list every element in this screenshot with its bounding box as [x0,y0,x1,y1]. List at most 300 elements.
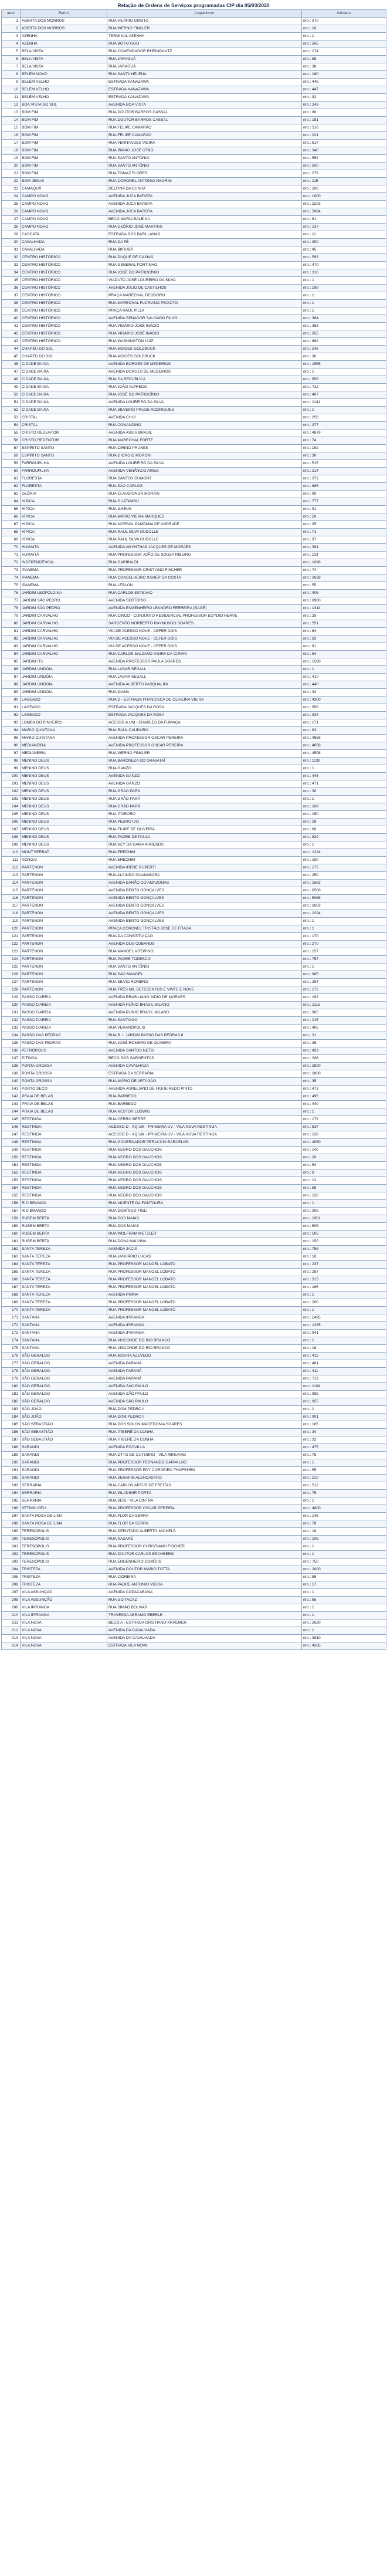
cell-item: 138 [2,1063,21,1070]
cell-numero: nro.: 471 [302,780,386,788]
table-row [2,414,386,422]
table-row [2,628,386,635]
table-row [2,918,386,925]
cell-item: 59 [2,460,21,468]
cell-bairro: RESTINGA [21,1154,107,1162]
cell-item: 103 [2,796,21,803]
cell-logradouro: RUA DOM PEDRO II [107,1406,302,1414]
cell-numero: nro.: 685 [302,483,386,491]
cell-item: 140 [2,1078,21,1086]
cell-item: 183 [2,1406,21,1414]
cell-bairro: PRAIA DE BELAS [21,1108,107,1116]
cell-bairro: HUMAITÁ [21,552,107,559]
table-row [2,1429,386,1436]
cell-bairro: RESTINGA [21,1192,107,1200]
table-row [2,697,386,704]
table-row [2,895,386,902]
cell-logradouro: RUA PADRE TODESCO [107,956,302,964]
table-row [2,1093,386,1101]
table-row [2,1063,386,1070]
cell-numero: nro.: 5894 [302,208,386,216]
cell-item: 137 [2,1055,21,1063]
table-row [2,1215,386,1223]
table-row [2,1284,386,1292]
cell-numero: nro.: 192 [302,994,386,1002]
cell-numero: nro.: 429 [302,1047,386,1055]
cell-bairro: HÍPICA [21,498,107,506]
cell-numero: nro.: 66 [302,826,386,834]
table-row [2,727,386,735]
cell-bairro: PASSO DAS PEDRAS [21,1032,107,1040]
cell-logradouro: RUA NAZARÉ [107,1536,302,1543]
cell-bairro: JARDIM CARVALHO [21,620,107,628]
cell-bairro: SARANDI [21,1459,107,1467]
table-row [2,277,386,285]
cell-bairro: MONT'SERRAT [21,849,107,857]
table-row [2,803,386,811]
cell-numero: nro.: 440 [302,1101,386,1108]
cell-numero: nro.: 2628 [302,574,386,582]
cell-logradouro: RUA DA CONSTITUIÇÃO [107,933,302,941]
cell-logradouro: RUA WLADIMIR PORTO [107,1490,302,1497]
table-row [2,1444,386,1452]
cell-bairro: RIO BRANCO [21,1208,107,1215]
cell-bairro: SANTA TEREZA [21,1246,107,1253]
table-row [2,1124,386,1131]
table-row [2,1513,386,1520]
cell-bairro: MENINO DEUS [21,826,107,834]
cell-bairro: TERESÓPOLIS [21,1559,107,1566]
cell-item: 185 [2,1421,21,1429]
table-row [2,788,386,796]
table-row [2,872,386,880]
cell-bairro: VILA IPIRANGA [21,1612,107,1620]
table-row [2,1635,386,1642]
cell-bairro: CAMPO NOVO [21,201,107,208]
cell-bairro: MARIO QUINTANA [21,735,107,742]
table-row [2,1559,386,1566]
table-row [2,544,386,552]
table-row [2,1017,386,1025]
cell-logradouro: RUA PROFESSOR CHRISTIANO FISCHER [107,1543,302,1551]
table-row [2,323,386,330]
cell-item: 146 [2,1124,21,1131]
table-row [2,1391,386,1398]
cell-item: 15 [2,124,21,132]
cell-item: 147 [2,1131,21,1139]
table-row [2,79,386,86]
cell-numero: nro.: 965 [302,971,386,979]
cell-numero: nro.: 97 [302,536,386,544]
table-row [2,1642,386,1650]
cell-bairro: PARTENON [21,925,107,933]
cell-numero: nro.: 30 [302,788,386,796]
table-row [2,1314,386,1322]
cell-logradouro: RUA DOM PEDRO II [107,1414,302,1421]
table-row [2,1497,386,1505]
cell-logradouro: PRAÇA CORONEL TRISTÃO JOSÉ DE FRAGA [107,925,302,933]
cell-numero: nro.: 1 [302,1200,386,1208]
cell-logradouro: RUA GARIBALDI [107,559,302,567]
cell-numero: nro.: 445 [302,773,386,780]
cell-item: 92 [2,712,21,719]
cell-logradouro: RUA CLAUDIONOR MORAIS [107,491,302,498]
cell-numero: nro.: 145 [302,1513,386,1520]
cell-numero: nro.: 1 [302,925,386,933]
cell-item: 83 [2,643,21,651]
cell-bairro: SARANDI [21,1444,107,1452]
cell-item: 139 [2,1070,21,1078]
cell-logradouro: RUA WASHINGTON LUIZ [107,338,302,346]
cell-item: 130 [2,1002,21,1009]
cell-numero: nro.: 512 [302,1482,386,1490]
cell-item: 159 [2,1223,21,1230]
table-row [2,613,386,620]
cell-logradouro: RUA DA REPÚBLICA [107,376,302,384]
cell-logradouro: AVENIDA ECOVILLA [107,1444,302,1452]
cell-bairro: ESPÍRITO SANTO [21,452,107,460]
cell-bairro: MENINO DEUS [21,841,107,849]
cell-logradouro: RUA ITIBERÊ DA CUNHA [107,1429,302,1436]
cell-item: 210 [2,1612,21,1620]
cell-logradouro: RUA NEGRO DOS GAUCHOS [107,1147,302,1154]
table-row [2,819,386,826]
table-row [2,391,386,399]
cell-bairro: SARANDI [21,1452,107,1459]
cell-logradouro: AVENIDA IPIRANGA [107,1314,302,1322]
cell-bairro: PASSO DAS PEDRAS [21,1040,107,1047]
cell-item: 123 [2,948,21,956]
table-row [2,742,386,750]
cell-numero: nro.: 1 [302,765,386,773]
cell-item: 69 [2,536,21,544]
cell-bairro: CRISTO REDENTOR [21,437,107,445]
cell-bairro: PARTENON [21,918,107,925]
table-row [2,605,386,613]
cell-logradouro: RUA DOUTOR BARROS CASSAL [107,109,302,117]
table-row [2,338,386,346]
cell-bairro: VILA NOVA [21,1635,107,1642]
cell-numero: nro.: 340 [302,147,386,155]
cell-logradouro: TRAVESSA ABRAMO EBERLE [107,1612,302,1620]
cell-item: 154 [2,1185,21,1192]
cell-item: 10 [2,86,21,94]
cell-item: 34 [2,269,21,277]
cell-bairro: SÃO GERALDO [21,1391,107,1398]
cell-item: 203 [2,1559,21,1566]
cell-item: 113 [2,872,21,880]
cell-logradouro: RUA B. I. JARDIM PASSO DAS PEDRAS II [107,1032,302,1040]
cell-numero: nro.: 192 [302,445,386,452]
cell-bairro: CAMPO NOVO [21,208,107,216]
table-row [2,513,386,521]
cell-item: 124 [2,956,21,964]
cell-bairro: CIDADE BAIXA [21,407,107,414]
cell-item: 106 [2,819,21,826]
cell-bairro: CIDADE BAIXA [21,384,107,391]
table-row [2,361,386,369]
cell-item: 153 [2,1177,21,1185]
cell-numero: nro.: 713 [302,1375,386,1383]
cell-numero: nro.: 150 [302,1238,386,1246]
cell-logradouro: AVENIDA PLÍNIO BRASIL MILANO [107,1009,302,1017]
cell-item: 163 [2,1253,21,1261]
service-orders-table [1,9,386,1650]
cell-numero: nro.: 250 [302,872,386,880]
cell-item: 13 [2,109,21,117]
cell-logradouro: RUA DEPUTADO ALBERTO MICHELS [107,1528,302,1536]
cell-numero: nro.: 74 [302,567,386,574]
cell-numero: nro.: 901 [302,1414,386,1421]
cell-logradouro: RUA PROFESSOR CRISTIANO FISCHER [107,567,302,574]
cell-bairro: PRAIA DE BELAS [21,1101,107,1108]
cell-numero: nro.: 470 [302,262,386,269]
cell-bairro: FLORESTA [21,483,107,491]
table-row [2,285,386,292]
cell-item: 50 [2,391,21,399]
cell-bairro: PARTENON [21,986,107,994]
cell-item: 126 [2,971,21,979]
table-row [2,857,386,864]
cell-item: 104 [2,803,21,811]
cell-numero: nro.: 1 [302,1108,386,1116]
cell-bairro: HÍPICA [21,506,107,513]
table-row [2,1261,386,1269]
cell-logradouro: RUA BOTAFOGO [107,40,302,48]
cell-logradouro: AVENIDA JUCA BATISTA [107,208,302,216]
cell-bairro: PASSO D'AREIA [21,1009,107,1017]
table-row [2,262,386,269]
cell-logradouro: RUA DONA MALVINA [107,1238,302,1246]
cell-bairro: JARDIM CARVALHO [21,651,107,658]
cell-bairro: PARTENON [21,880,107,887]
cell-logradouro: ESTRADA KANAZAWA [107,94,302,102]
cell-logradouro: AVENIDA BENTO GONÇALVES [107,910,302,918]
cell-logradouro: RUA OTTO DE OUTUBRO - VILA MINUANO [107,1452,302,1459]
cell-logradouro: ESTRADA VILA NOVA [107,1642,302,1650]
cell-item: 188 [2,1444,21,1452]
cell-item: 168 [2,1292,21,1299]
table-row [2,719,386,727]
cell-bairro: BOM FIM [21,132,107,140]
cell-logradouro: RUA COMENDADOR RHEINGANTZ [107,48,302,56]
cell-bairro: HÍPICA [21,521,107,529]
cell-item: 98 [2,758,21,765]
table-row [2,170,386,178]
cell-item: 3 [2,33,21,40]
cell-item: 60 [2,468,21,475]
cell-numero: nro.: 71 [302,529,386,536]
cell-bairro: RESTINGA [21,1147,107,1154]
cell-logradouro: RUA FERNANDES VIEIRA [107,140,302,147]
cell-numero: nro.: 12 [302,1177,386,1185]
cell-numero: nro.: 4050 [302,1139,386,1147]
cell-numero: nro.: 115 [302,178,386,185]
cell-logradouro: RUA PROFESSOR MANOEL LOBATO [107,1261,302,1269]
cell-numero: nro.: 138 [302,1131,386,1139]
table-row [2,1116,386,1124]
cell-item: 96 [2,742,21,750]
cell-logradouro: AVENIDA IPIRANGA [107,1322,302,1330]
table-row [2,1383,386,1391]
cell-logradouro: RUA SIMÃO BOLIVAR [107,1604,302,1612]
cell-numero: nro.: 17 [302,1581,386,1589]
cell-bairro: PARTENON [21,979,107,986]
cell-numero: nro.: 467 [302,391,386,399]
cell-logradouro: RUA PROFESSOR FERNANDO CARVALHO [107,1459,302,1467]
cell-bairro: BELA VISTA [21,56,107,63]
cell-item: 160 [2,1230,21,1238]
table-row [2,1192,386,1200]
cell-logradouro: SARGENTO NORBERTO RAYMUNDO SOARES [107,620,302,628]
cell-item: 22 [2,178,21,185]
table-row [2,758,386,765]
cell-logradouro: RUA DOS MAIAS [107,1223,302,1230]
cell-bairro: CAMPO NOVO [21,224,107,231]
cell-item: 108 [2,834,21,841]
cell-numero: nro.: 3810 [302,1635,386,1642]
table-row [2,1574,386,1581]
cell-item: 58 [2,452,21,460]
cell-bairro: VILA ASSUNÇÃO [21,1597,107,1604]
cell-item: 30 [2,239,21,246]
cell-numero: nro.: 105 [302,1536,386,1543]
cell-bairro: RESTINGA [21,1177,107,1185]
cell-numero: nro.: 210 [302,1475,386,1482]
cell-numero: nro.: 75 [302,1452,386,1459]
table-header [2,10,386,18]
cell-bairro: CENTRO HISTÓRICO [21,285,107,292]
cell-item: 82 [2,635,21,643]
cell-bairro: VILA NOVA [21,1627,107,1635]
cell-logradouro: RUA NEY DA GAMA AHRENDS [107,841,302,849]
cell-numero: nro.: 198 [302,285,386,292]
cell-item: 151 [2,1162,21,1169]
cell-numero: nro.: 411 [302,1368,386,1375]
cell-logradouro: RUA GRÃO PARÁ [107,788,302,796]
cell-logradouro: RUA VICENTE DA FONTOURA [107,1200,302,1208]
cell-item: 186 [2,1429,21,1436]
table-row [2,1421,386,1429]
table-row [2,1475,386,1482]
cell-numero: nro.: 2203 [302,201,386,208]
cell-bairro: ABERTA DOS MORROS [21,18,107,25]
cell-logradouro: RUA MOISES GOLDBUCK [107,346,302,353]
cell-item: 131 [2,1009,21,1017]
cell-logradouro: RUA NEGRO DOS GAUCHOS [107,1192,302,1200]
cell-numero: nro.: 8 [302,1169,386,1177]
table-row [2,1131,386,1139]
cell-item: 211 [2,1620,21,1627]
table-row [2,231,386,239]
cell-numero: nro.: 862 [302,338,386,346]
cell-item: 141 [2,1086,21,1093]
cell-item: 181 [2,1391,21,1398]
cell-logradouro: RUA PROFESSOR JOÃO DE SOUZA RIBEIRO [107,552,302,559]
cell-item: 143 [2,1101,21,1108]
cell-logradouro: AVENIDA BRASILIANO ÍNDIO DE MORAES [107,994,302,1002]
cell-numero: nro.: 165 [302,1284,386,1292]
table-row [2,491,386,498]
cell-bairro: FARROUPILHA [21,460,107,468]
cell-bairro: RESTINGA [21,1124,107,1131]
cell-numero: nro.: 181 [302,117,386,124]
table-row [2,567,386,574]
cell-numero: nro.: 305 [302,1208,386,1215]
table-row [2,1139,386,1147]
table-row [2,1185,386,1192]
cell-logradouro: RUA CINCO - CONJUNTO RESIDENCIAL PROFESSOR EGYDIO HERVE [107,613,302,620]
cell-item: 27 [2,216,21,224]
cell-item: 145 [2,1116,21,1124]
cell-bairro: GLÓRIA [21,491,107,498]
table-row [2,750,386,758]
cell-bairro: SANTA TEREZA [21,1269,107,1276]
cell-numero: nro.: 554 [302,155,386,163]
cell-logradouro: AVENIDA COPACABANA [107,1589,302,1597]
cell-numero: nro.: 215 [302,1017,386,1025]
table-row [2,590,386,597]
cell-numero: nro.: 4285 [302,1642,386,1650]
cell-logradouro: AVENIDA CHUÍ [107,414,302,422]
cell-numero: nro.: 38 [302,63,386,71]
table-row [2,994,386,1002]
table-row [2,1482,386,1490]
cell-numero: nro.: 45 [302,246,386,254]
cell-logradouro: RUA TOMAZ FLORES [107,170,302,178]
table-row [2,48,386,56]
table-row [2,1269,386,1276]
cell-item: 166 [2,1276,21,1284]
cell-item: 8 [2,71,21,79]
cell-numero: nro.: 440 [302,681,386,689]
cell-bairro: MENINO DEUS [21,780,107,788]
cell-bairro: TRISTEZA [21,1581,107,1589]
cell-logradouro: RUA ERECHIM [107,849,302,857]
cell-numero: nro.: 140 [302,1147,386,1154]
cell-item: 121 [2,933,21,941]
cell-bairro: CAMPO NOVO [21,193,107,201]
cell-item: 95 [2,735,21,742]
table-row [2,552,386,559]
table-row [2,1490,386,1497]
cell-numero: nro.: 54 [302,1162,386,1169]
cell-numero: nro.: 1 [302,918,386,925]
cell-numero: nro.: 175 [302,864,386,872]
table-row [2,155,386,163]
cell-logradouro: AVENIDA ALBERTO PASQUALINI [107,681,302,689]
cell-logradouro: RUA DOS MAIAS [107,1215,302,1223]
cell-numero: nro.: 1130 [302,758,386,765]
table-row [2,986,386,994]
cell-item: 26 [2,208,21,216]
cell-logradouro: RUA SILVIO ROMERO [107,979,302,986]
cell-numero: nro.: 137 [302,224,386,231]
table-row [2,246,386,254]
header-logradouro: Logradouro [107,10,302,18]
cell-logradouro: RUA NEGRO DOS GAUCHOS [107,1154,302,1162]
table-row [2,86,386,94]
cell-item: 76 [2,590,21,597]
cell-logradouro: AVENIDA PROFESSOR PAULA SOARES [107,658,302,666]
cell-bairro: IPANEMA [21,574,107,582]
cell-numero: nro.: 75 [302,1490,386,1497]
cell-bairro: SANTANA [21,1314,107,1322]
cell-logradouro: RUA FLOR DA SERRA [107,1513,302,1520]
cell-numero: nro.: 757 [302,956,386,964]
cell-logradouro: RUA VERANÓPOLIS [107,1025,302,1032]
cell-item: 89 [2,689,21,697]
